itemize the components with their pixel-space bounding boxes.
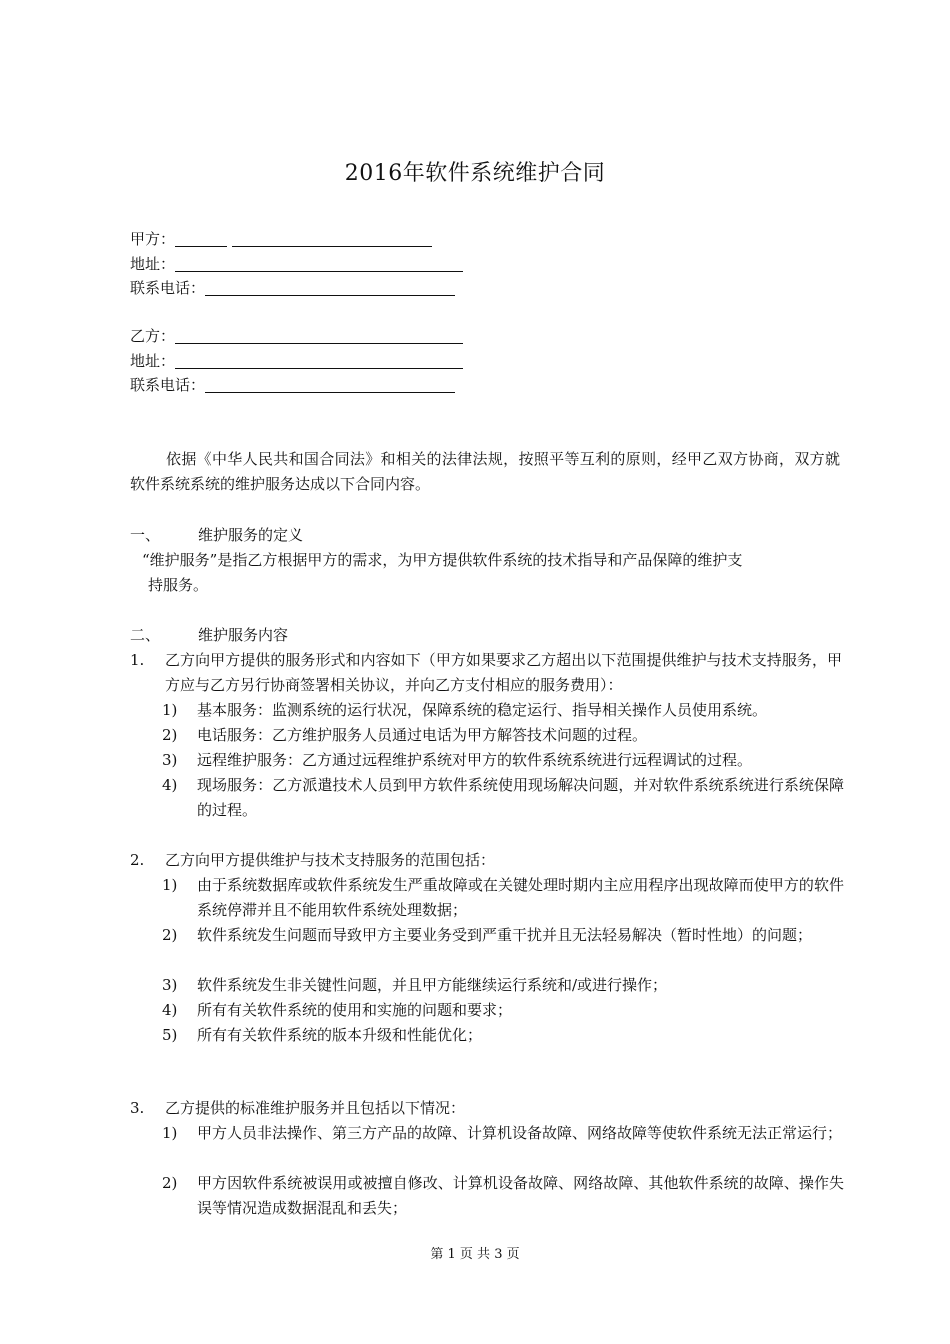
section-2-title: 维护服务内容: [198, 626, 289, 644]
sub-item-number: 5): [162, 1026, 178, 1044]
section-1-text-line-1: “维护服务”是指乙方根据甲方的需求，为甲方提供软件系统的技术指导和产品保障的维护支: [142, 551, 743, 569]
sub-item: [162, 698, 844, 723]
intro-paragraph: 依据《中华人民共和国合同法》和相关的法律法规，按照平等互利的原则，经甲乙双方协商，双方就软件系统系统的维护服务达成以下合同内容。: [130, 450, 840, 493]
section-2-heading: [130, 623, 840, 648]
party-a-phone-row: [130, 276, 463, 301]
party-b-name-label: 乙方：: [130, 327, 176, 345]
sub-item-number: 4): [162, 776, 178, 794]
page-footer: 第 1 页 共 3 页: [430, 1247, 520, 1262]
sub-item-text: 现场服务：乙方派遣技术人员到甲方软件系统使用现场解决问题，并对软件系统系统进行系统保障的过程。: [197, 776, 844, 819]
list-item: [130, 848, 842, 873]
sub-item-number: 1): [162, 876, 178, 894]
sub-item-number: 2): [162, 726, 178, 744]
sub-item-number: 2): [162, 926, 178, 944]
section-1-number: 一、: [130, 526, 161, 544]
sub-item-text: 由于系统数据库或软件系统发生严重故障或在关键处理时期内主应用程序出现故障而使甲方的软件系统停滞并且不能用软件系统处理数据；: [197, 876, 844, 919]
item-text: 乙方向甲方提供维护与技术支持服务的范围包括：: [165, 851, 496, 869]
party-b-phone-label: 联系电话：: [130, 376, 206, 394]
sub-item: [162, 773, 844, 823]
sub-item-text: 软件系统发生问题而导致甲方主要业务受到严重干扰并且无法轻易解决（暂时性地）的问题；: [197, 926, 813, 944]
sub-item-text: 所有有关软件系统的使用和实施的问题和要求；: [197, 1001, 513, 1019]
party-a-name-blank-2: [232, 230, 432, 247]
party-a-address-label: 地址：: [130, 254, 176, 273]
item-number: 2.: [130, 851, 145, 869]
sub-item-number: 1): [162, 701, 178, 719]
party-a-address-blank: [175, 255, 463, 272]
sub-item: [162, 748, 844, 773]
sub-item-number: 1): [162, 1124, 178, 1142]
party-a-phone-label: 联系电话：: [130, 279, 206, 297]
sub-item: [162, 1023, 844, 1048]
section-1-text-line-2: 持服务。: [148, 576, 209, 594]
party-a-name-blank-1: [175, 230, 227, 247]
item-text: 乙方提供的标准维护服务并且包括以下情况：: [165, 1099, 466, 1117]
sub-item-text: 甲方人员非法操作、第三方产品的故障、计算机设备故障、网络故障等使软件系统无法正常运行；: [197, 1124, 843, 1142]
party-b-phone-blank: [205, 376, 455, 393]
sub-item-number: 3): [162, 751, 178, 769]
section-2-number: 二、: [130, 626, 161, 644]
section-1-heading: [130, 523, 840, 548]
party-a-name-label: 甲方：: [130, 230, 176, 248]
sub-item: [162, 723, 844, 748]
party-a-phone-blank: [205, 279, 455, 296]
party-b-address-row: [130, 349, 463, 374]
sub-item-text: 所有有关软件系统的版本升级和性能优化；: [197, 1026, 483, 1044]
party-b-phone-row: [130, 373, 463, 398]
sub-item-text: 软件系统发生非关键性问题，并且甲方能继续运行系统和/或进行操作；: [197, 976, 668, 994]
party-a-address-row: [130, 252, 463, 277]
sub-item-text: 电话服务：乙方维护服务人员通过电话为甲方解答技术问题的过程。: [197, 726, 648, 744]
sub-item-text: 基本服务：监测系统的运行状况，保障系统的稳定运行、指导相关操作人员使用系统。: [197, 701, 768, 719]
item-number: 1.: [130, 651, 145, 669]
contract-title: 2016年软件系统维护合同: [344, 161, 606, 186]
item-text: 乙方向甲方提供的服务形式和内容如下（甲方如果要求乙方超出以下范围提供维护与技术支持服务，甲方应与乙方另行协商签署相关协议，并向乙方支付相应的服务费用）：: [165, 651, 842, 694]
sub-item-number: 4): [162, 1001, 178, 1019]
sub-item-number: 2): [162, 1174, 178, 1192]
party-b-name-row: [130, 324, 463, 349]
party-a-block: [130, 227, 463, 301]
party-b-address-blank: [175, 352, 463, 369]
party-b-block: [130, 324, 463, 398]
sub-item-number: 3): [162, 976, 178, 994]
party-b-name-blank: [175, 327, 463, 344]
sub-item: [162, 1171, 844, 1221]
item-number: 3.: [130, 1099, 145, 1117]
sub-item: [162, 998, 844, 1023]
list-item: [130, 648, 842, 698]
section-1-title: 维护服务的定义: [198, 526, 304, 544]
sub-item-text: 甲方因软件系统被误用或被擅自修改、计算机设备故障、网络故障、其他软件系统的故障、操作失误等情况造成数据混乱和丢失；: [197, 1174, 844, 1217]
sub-item: [162, 923, 844, 948]
party-b-address-label: 地址：: [130, 351, 176, 370]
sub-item-text: 远程维护服务：乙方通过远程维护系统对甲方的软件系统系统进行远程调试的过程。: [197, 751, 753, 769]
section-1-definition: [138, 548, 840, 598]
sub-item: [162, 973, 844, 998]
sub-item: [162, 1121, 844, 1146]
sub-item: [162, 873, 844, 923]
party-a-name-row: [130, 227, 463, 252]
list-item: [130, 1096, 842, 1121]
